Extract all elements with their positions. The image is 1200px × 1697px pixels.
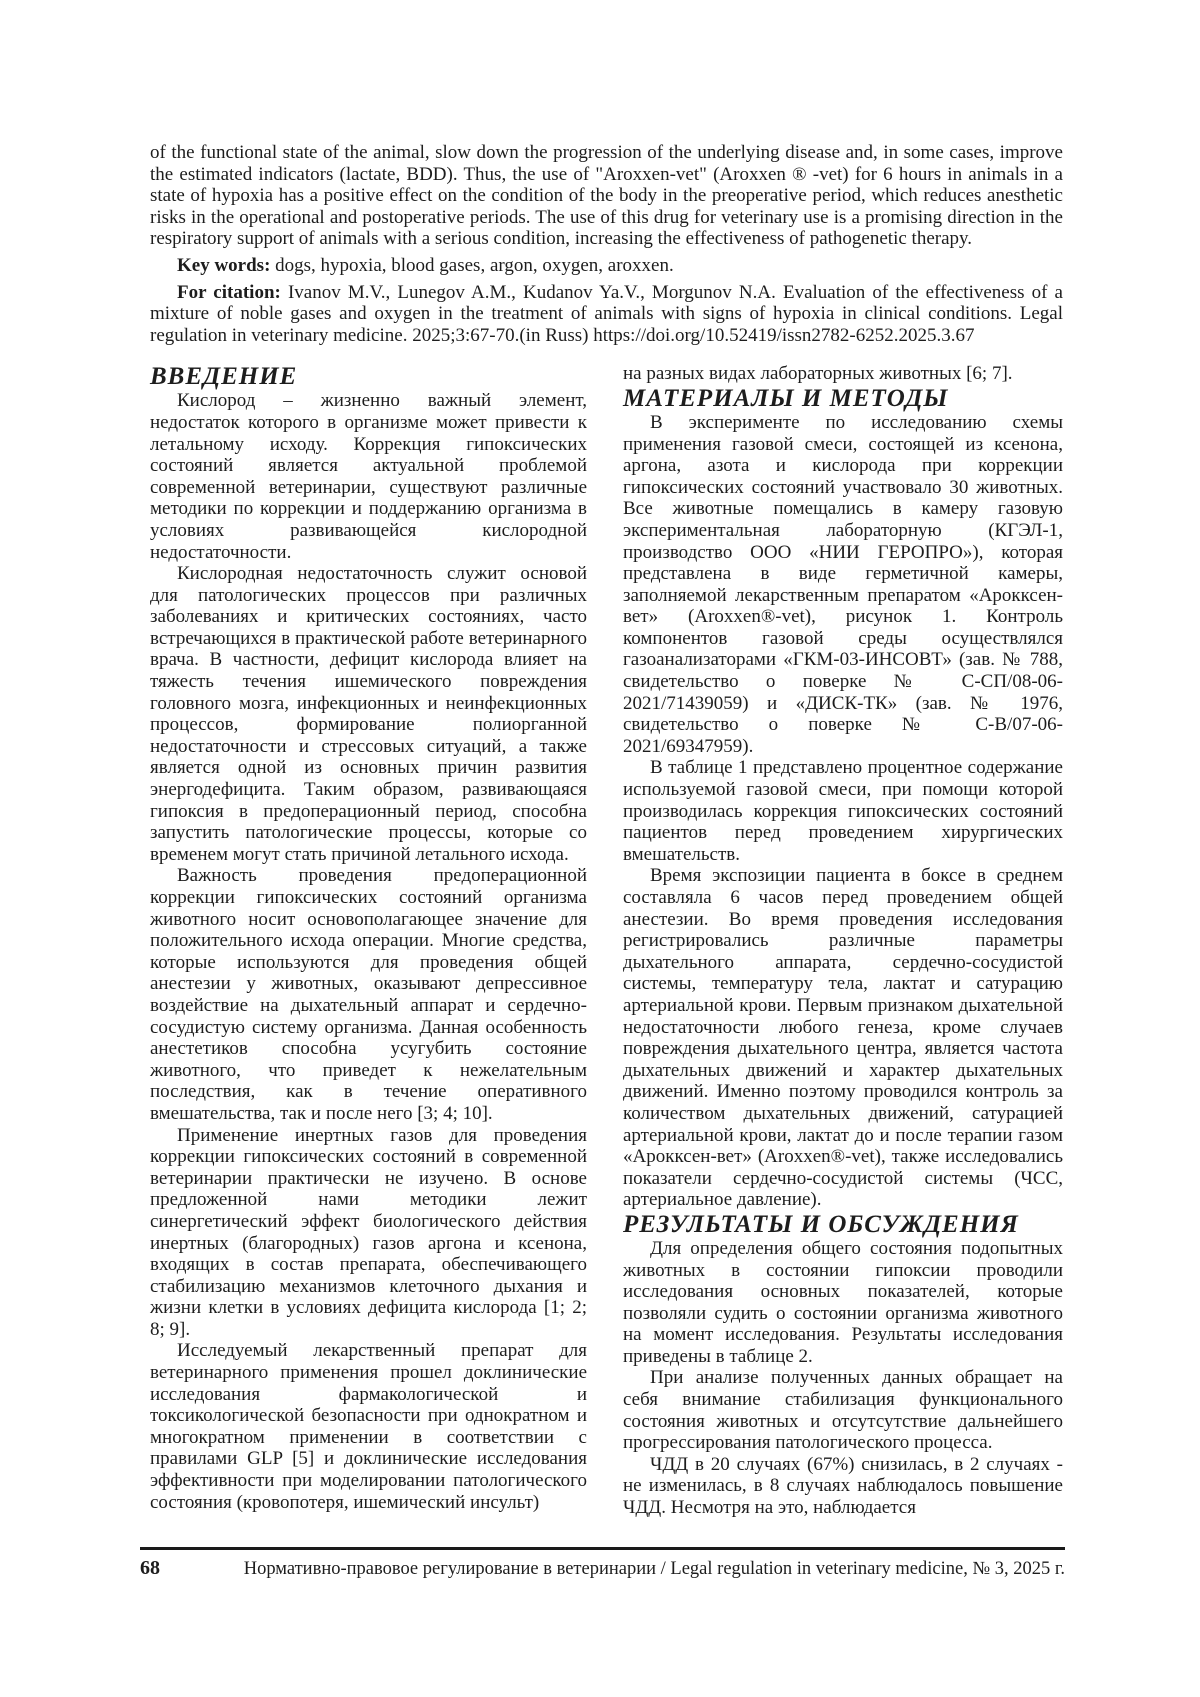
keywords-label: Key words: bbox=[177, 254, 271, 276]
paragraph-continuation: на разных видах лабораторных животных [6; 7]. bbox=[623, 363, 1013, 385]
paragraph: Применение инертных газов для проведения коррекции гипоксических состояний в современной ветеринарии практически не изучено. В основе предложенной нами методики лежит синергетический эффект биологического действия инертных (благородных) газов аргона и ксенона, входящих в состав препарата, обеспечивающего стабилизацию механизмов клеточного дыхания и жизни клетки в условиях дефицита кислорода [1; 2; 8; 9]. bbox=[150, 1124, 587, 1340]
abstract-continuation-paragraph: of the functional state of the animal, slow down the progression of the underlying disease and, in some cases, improve the estimated indicators (lactate, BDD). Thus, the use of "Aroxxen-vet" (Aroxxen ® -vet) for 6 hours in animals in a state of hypoxia has a positive effect on the condition of the body in the preoperative period, which reduces anesthetic risks in the operational and postoperative periods. The use of this drug for veterinary use is a promising direction in the respiratory support of animals with a serious condition, increasing the effectiveness of pathogenetic therapy. bbox=[150, 142, 1063, 250]
section-heading-results-and-discussion: РЕЗУЛЬТАТЫ И ОБСУЖДЕНИЯ bbox=[623, 1210, 1019, 1238]
page-number: 68 bbox=[140, 1557, 160, 1579]
paragraph: Кислородная недостаточность служит основой для патологических процессов при различных заболеваниях и критических состояниях, часто встречающихся в практической работе ветеринарного врача. В частности, дефицит кислорода влияет на тяжесть течения ишемического повреждения головного мозга, инфекционных и неинфекционных процессов, формирование полиорганной недостаточности и стрессовых ситуаций, а также является одной из основных причин развития энергодефицита. Таким образом, развивающаяся гипоксия в предоперационный период, способна запустить патологические процессы, которые со временем могут стать причиной летального исхода. bbox=[150, 563, 587, 865]
journal-running-title: Нормативно-правовое регулирование в ветеринарии / Legal regulation in veterinary medicine, № 3, 2025 г. bbox=[243, 1559, 1065, 1579]
paragraph: Исследуемый лекарственный препарат для ветеринарного применения прошел доклинические исследования фармакологической и токсикологической безопасности при однократном и многократном применении в соответствии с правилами GLP [5] и доклинические исследования эффективности при моделировании патологического состояния (кровопотеря, ишемический инсульт) bbox=[150, 1340, 587, 1513]
section-heading-introduction: ВВЕДЕНИЕ bbox=[150, 363, 298, 391]
paragraph: ЧДД в 20 случаях (67%) снизилась, в 2 случаях - не изменилась, в 8 случаях наблюдалось повышение ЧДД. Несмотря на это, наблюдается bbox=[623, 1453, 1063, 1519]
right-column bbox=[623, 363, 1063, 1518]
keywords-text: dogs, hypoxia, blood gases, argon, oxygen, aroxxen. bbox=[275, 254, 674, 276]
citation-label: For citation: bbox=[177, 281, 281, 303]
keywords-line bbox=[150, 255, 1063, 277]
citation-paragraph bbox=[150, 282, 1063, 347]
citation-text: Ivanov M.V., Lunegov A.M., Kudanov Ya.V., Morgunov N.A. Evaluation of the effectiveness of a mixture of noble gases and oxygen in the treatment of animals with signs of hypoxia in clinical conditions. Legal regulation in veterinary medicine. 2025;3:67-70.(in Russ) https://doi.org/10.52419/issn2782-6252.2025.3.67 bbox=[150, 281, 1063, 346]
two-column-body bbox=[150, 363, 1063, 1518]
paragraph: Важность проведения предоперационной коррекции гипоксических состояний организма животного носит основополагающее значение для положительного исхода операции. Многие средства, которые используются для проведения общей анестезии у животных, оказывают депрессивное воздействие на дыхательный аппарат и сердечно-сосудистую систему организма. Данная особенность анестетиков способна усугубить состояние животного, что приведет к нежелательным последствия, как в течение оперативного вмешательства, так и после него [3; 4; 10]. bbox=[150, 865, 587, 1124]
paragraph: В таблице 1 представлено процентное содержание используемой газовой смеси, при помощи которой производилась коррекция гипоксических состояний пациентов перед проведением хирургических вмешательств. bbox=[623, 757, 1063, 865]
paragraph: Время экспозиции пациента в боксе в среднем составляла 6 часов перед проведением общей анестезии. Во время проведения исследования регистрировались различные параметры дыхательного аппарата, сердечно-сосудистой системы, температуру тела, лактат и сатурацию артериальной крови. Первым признаком дыхательной недостаточности любого генеза, кроме случаев повреждения дыхательного центра, является частота дыхательных движений и характер дыхательных движений. Именно поэтому проводился контроль за количеством дыхательных движений, сатурацией артериальной крови, лактат до и после терапии газом «Арокксен-вет» (Aroxxen®-vet), также исследовались показатели сердечно-сосудистой системы (ЧСС, артериальное давление). bbox=[623, 865, 1063, 1211]
paragraph: Для определения общего состояния подопытных животных в состоянии гипоксии проводили исследования основных показателей, которые позволяли судить о состоянии организма животного на момент исследования. Результаты исследования приведены в таблице 2. bbox=[623, 1237, 1063, 1367]
paragraph: В эксперименте по исследованию схемы применения газовой смеси, состоящей из ксенона, аргона, азота и кислорода при коррекции гипоксических состояний участвовало 30 животных. Все животные помещались в камеру газовую экспериментальная лабораторную (КГЭЛ-1, производство ООО «НИИ ГЕРОПРО»), которая представлена в виде герметичной камеры, заполняемой лекарственным препаратом «Арокксен-вет» (Aroxxen®-vet), рисунок 1. Контроль компонентов газовой среды осуществлялся газоанализаторами «ГКМ-03-ИНСОВТ» (зав. № 788, свидетельство о поверке № С-СП/08-06-2021/71439059) и «ДИСК-ТК» (зав. № 1976, свидетельство о поверке № С-В/07-06-2021/69347959). bbox=[623, 411, 1063, 757]
section-heading-materials-and-methods: МАТЕРИАЛЫ И МЕТОДЫ bbox=[623, 384, 949, 412]
left-column bbox=[150, 363, 587, 1518]
paragraph: При анализе полученных данных обращает на себя внимание стабилизация функционального состояния животных и отсутсутствие дальнейшего прогрессирования патологического процесса. bbox=[623, 1367, 1063, 1454]
page-footer bbox=[140, 1547, 1065, 1580]
front-matter bbox=[150, 142, 1063, 346]
paragraph: Кислород – жизненно важный элемент, недостаток которого в организме может привести к летальному исходу. Коррекция гипоксических состояний является актуальной проблемой современной ветеринарии, существуют различные методики по коррекции и поддержанию организма в условиях развивающейся кислородной недостаточности. bbox=[150, 390, 587, 563]
